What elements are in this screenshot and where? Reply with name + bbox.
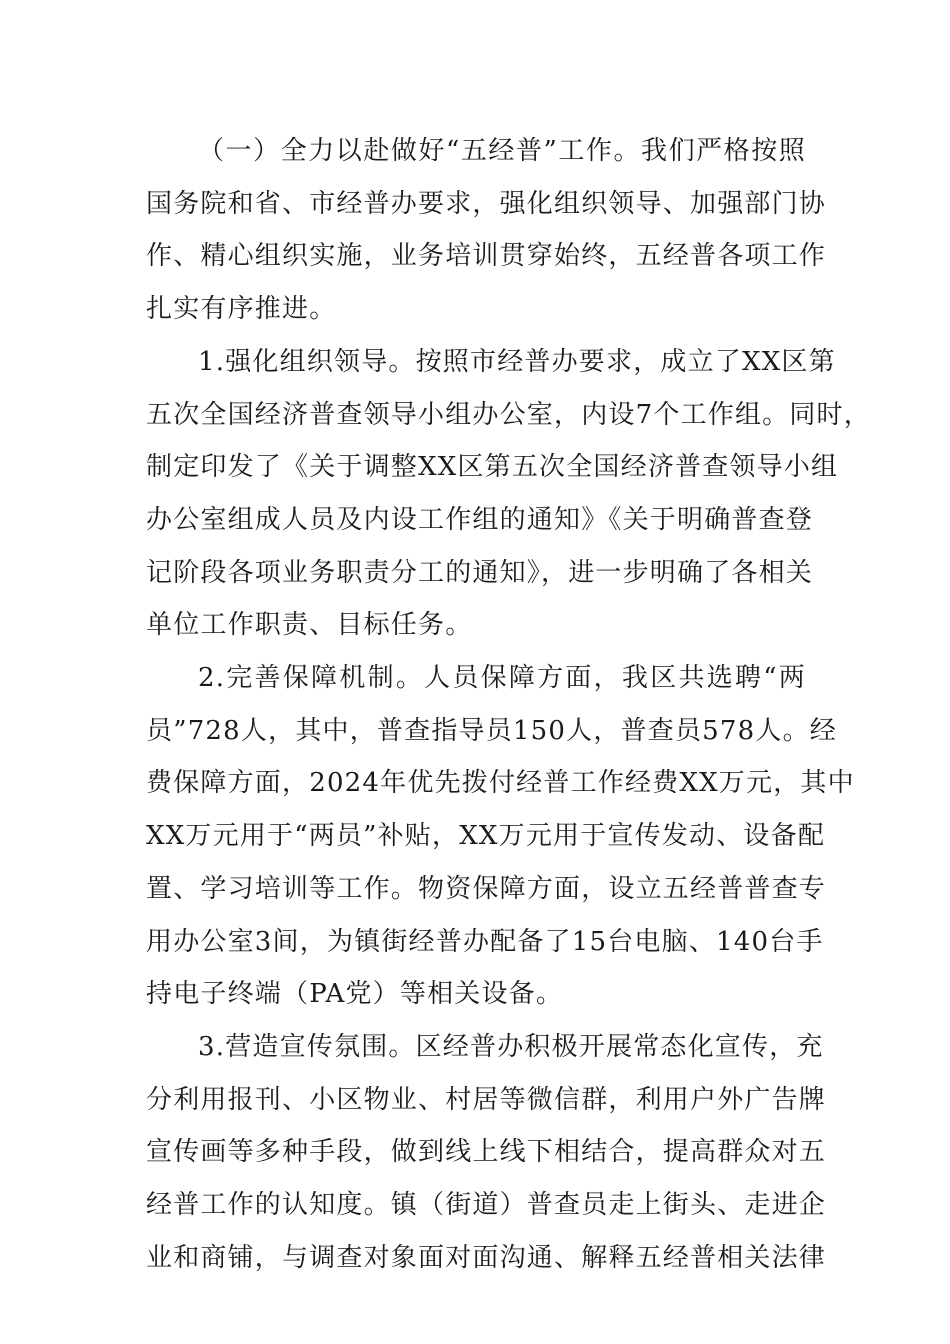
paragraph-line: 用办公室3间，为镇街经普办配备了15台电脑、140台手: [146, 926, 824, 957]
paragraph-line: 制定印发了《关于调整XX区第五次全国经济普查领导小组: [146, 452, 839, 483]
paragraph-line: 五次全国经济普查领导小组办公室，内设7个工作组。同时，: [146, 399, 871, 430]
paragraph-line: 作、精心组织实施，业务培训贯穿始终，五经普各项工作: [146, 241, 827, 272]
paragraph-2: [146, 336, 871, 652]
paragraph-line: 费保障方面，2024年优先拨付经普工作经费XX万元，其中: [146, 768, 855, 799]
paragraph-line: 分利用报刊、小区物业、村居等微信群，利用户外广告牌: [146, 1084, 827, 1115]
paragraph-line: （一）全力以赴做好“五经普”工作。我们严格按照: [198, 136, 806, 166]
paragraph-line: 业和商铺，与调查对象面对面沟通、解释五经普相关法律: [146, 1242, 827, 1273]
paragraph-1: [146, 125, 827, 336]
paragraph-4: [146, 1021, 827, 1285]
paragraph-line: 单位工作职责、目标任务。: [146, 610, 473, 641]
paragraph-3: [146, 652, 855, 1021]
paragraph-line: 1.强化组织领导。按照市经普办要求，成立了XX区第: [198, 346, 836, 377]
paragraph-line: 2.完善保障机制。人员保障方面，我区共选聘“两: [198, 663, 806, 694]
paragraph-line: 经普工作的认知度。镇（街道）普查员走上街头、走进企: [146, 1190, 827, 1221]
paragraph-line: XX万元用于“两员”补贴，XX万元用于宣传发动、设备配: [146, 821, 826, 852]
paragraph-line: 国务院和省、市经普办要求，强化组织领导、加强部门协: [146, 188, 827, 219]
paragraph-line: 置、学习培训等工作。物资保障方面，设立五经普普查专: [146, 873, 827, 904]
paragraph-line: 办公室组成人员及内设工作组的通知》《关于明确普查登: [146, 504, 814, 535]
paragraph-line: 记阶段各项业务职责分工的通知》，进一步明确了各相关: [146, 557, 814, 588]
paragraph-line: 扎实有序推进。: [146, 294, 337, 325]
paragraph-line: 持电子终端（PA党）等相关设备。: [146, 979, 564, 1010]
paragraph-line: 3.营造宣传氛围。区经普办积极开展常态化宣传，充: [198, 1031, 824, 1062]
document-body: [146, 125, 871, 1284]
paragraph-line: 员”728人，其中，普查指导员150人，普查员578人。经: [146, 715, 837, 746]
paragraph-line: 宣传画等多种手段，做到线上线下相结合，提高群众对五: [146, 1137, 827, 1168]
